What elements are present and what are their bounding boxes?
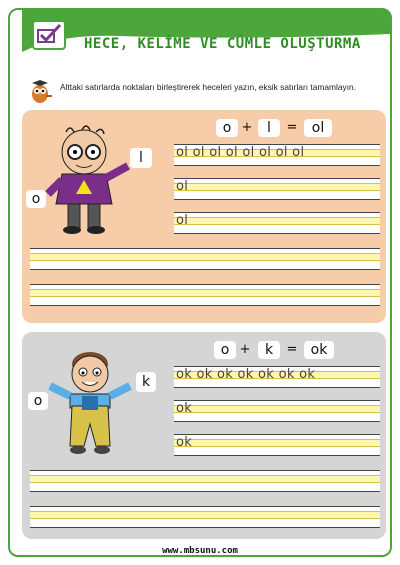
equation-plus: +	[239, 342, 251, 357]
boy-character-overalls	[40, 346, 140, 462]
equation-result: ok	[304, 341, 334, 359]
equation-equals: =	[286, 120, 298, 135]
equation-result: ol	[304, 119, 332, 137]
equation-second: k	[258, 341, 280, 359]
writing-line[interactable]	[30, 506, 380, 528]
equation-second: l	[258, 119, 280, 137]
writing-line[interactable]	[30, 284, 380, 306]
writing-line[interactable]	[174, 400, 380, 422]
writing-line[interactable]	[174, 434, 380, 456]
letter-tile-l: l	[130, 148, 152, 168]
writing-line[interactable]	[174, 144, 380, 166]
page-title: HECE, KELİME VE CÜMLE OLUŞTURMA	[84, 36, 361, 52]
writing-line[interactable]	[174, 366, 380, 388]
writing-line[interactable]	[174, 212, 380, 234]
line-text: ok ok ok ok ok ok ok	[176, 367, 316, 382]
equation-plus: +	[241, 120, 253, 135]
line-text: ol	[176, 179, 189, 194]
writing-line[interactable]	[30, 470, 380, 492]
writing-line[interactable]	[174, 178, 380, 200]
equation-first: o	[216, 119, 238, 137]
footer-url[interactable]: www.mbsunu.com	[162, 546, 238, 556]
line-text: ok	[176, 401, 193, 416]
boy-character-glasses	[36, 124, 136, 240]
writing-line[interactable]	[30, 248, 380, 270]
line-text: ol ol ol ol ol ol ol ol	[176, 145, 305, 160]
letter-tile-o: o	[28, 392, 48, 410]
owl-teacher-icon	[26, 77, 54, 105]
line-text: ol	[176, 213, 189, 228]
letter-tile-o: o	[26, 190, 46, 208]
instruction-text: Alttaki satırlarda noktaları birleştirerek heceleri yazın, eksik satırları tamamlayın.	[60, 82, 357, 92]
equation-equals: =	[286, 342, 298, 357]
checkbox-check-icon	[32, 20, 66, 50]
letter-tile-k: k	[136, 372, 156, 392]
line-text: ok	[176, 435, 193, 450]
equation-first: o	[214, 341, 236, 359]
